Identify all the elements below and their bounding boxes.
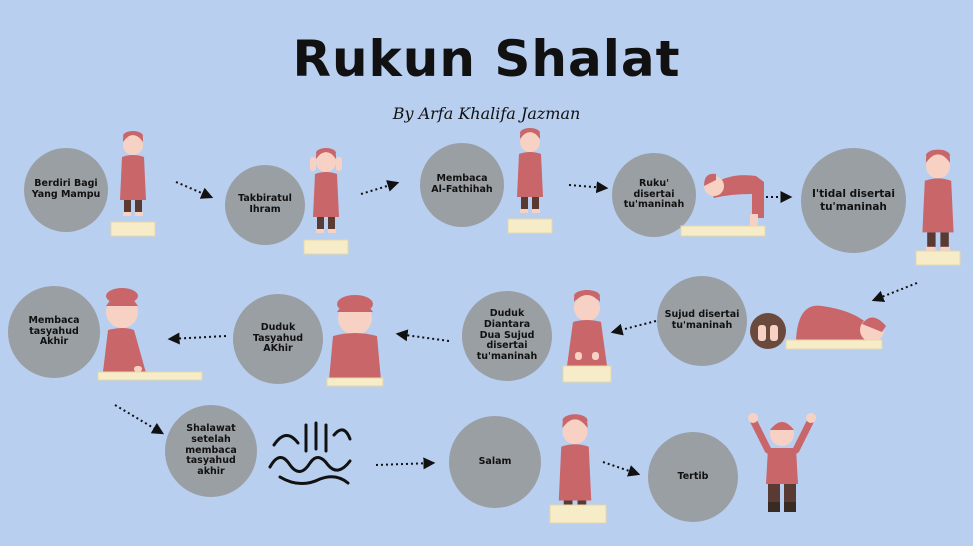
step-label: Sujud disertai tu'maninah (664, 309, 740, 331)
prayer-mat (563, 366, 611, 382)
step-label: Shalawat setelah membaca tasyahud akhir (185, 422, 237, 478)
step-label: I'tidal disertai tu'maninah (812, 188, 895, 213)
step-label: Takbiratul Ihram (238, 193, 292, 215)
prayer-mat (786, 340, 882, 349)
step-label: Duduk Tasyahud AKhir (252, 321, 304, 355)
page-subtitle: By Arfa Khalifa Jazman (392, 104, 581, 123)
boy-takbir-figure (310, 148, 342, 233)
boy-tasyahud-figure (102, 288, 148, 380)
arrow-9-to-10 (115, 405, 162, 433)
arabic-calligraphy-icon (270, 423, 350, 484)
step-label: Tertib (677, 470, 709, 482)
arrow-5-to-6 (874, 283, 917, 300)
step-label: Berdiri Bagi Yang Mampu (31, 178, 101, 200)
boy-itidal-figure (922, 150, 953, 252)
boy-ruku-figure (704, 174, 764, 230)
boy-sitting-back-figure (329, 295, 381, 380)
arrow-8-to-9 (170, 336, 226, 339)
prayer-mat (304, 240, 348, 254)
step-label: Membaca tasyahud Akhir (28, 314, 80, 348)
arrow-1-to-2 (176, 182, 211, 197)
step-label: Duduk Diantara Dua Sujud disertai tu'maninah (476, 307, 538, 363)
arrow-6-to-7 (613, 321, 656, 332)
arrow-10-to-11 (376, 463, 433, 465)
prayer-mat (327, 378, 383, 386)
arrow-3-to-4 (569, 185, 606, 188)
prayer-mat (550, 505, 606, 523)
page-title: Rukun Shalat (292, 30, 681, 88)
prayer-mat (681, 226, 765, 236)
arrow-11-to-12 (603, 462, 638, 474)
arrow-7-to-8 (398, 334, 449, 341)
boy-sitting-figure (567, 290, 607, 366)
boy-reading-figure (517, 128, 543, 213)
prayer-mat (508, 219, 552, 233)
step-label: Salam (478, 455, 512, 467)
boy-sujud-figure (796, 306, 886, 342)
boy-standing-figure (120, 131, 146, 216)
prayer-mat (98, 372, 202, 380)
step-label: Membaca Al-Fathihah (431, 173, 493, 195)
step-label: Ruku' disertai tu'maninah (623, 177, 685, 211)
sujud-detail-icon (750, 313, 786, 349)
boy-cheering-figure (748, 413, 816, 512)
prayer-mat (111, 222, 155, 236)
arrow-2-to-3 (361, 183, 397, 194)
prayer-mat (916, 251, 960, 265)
